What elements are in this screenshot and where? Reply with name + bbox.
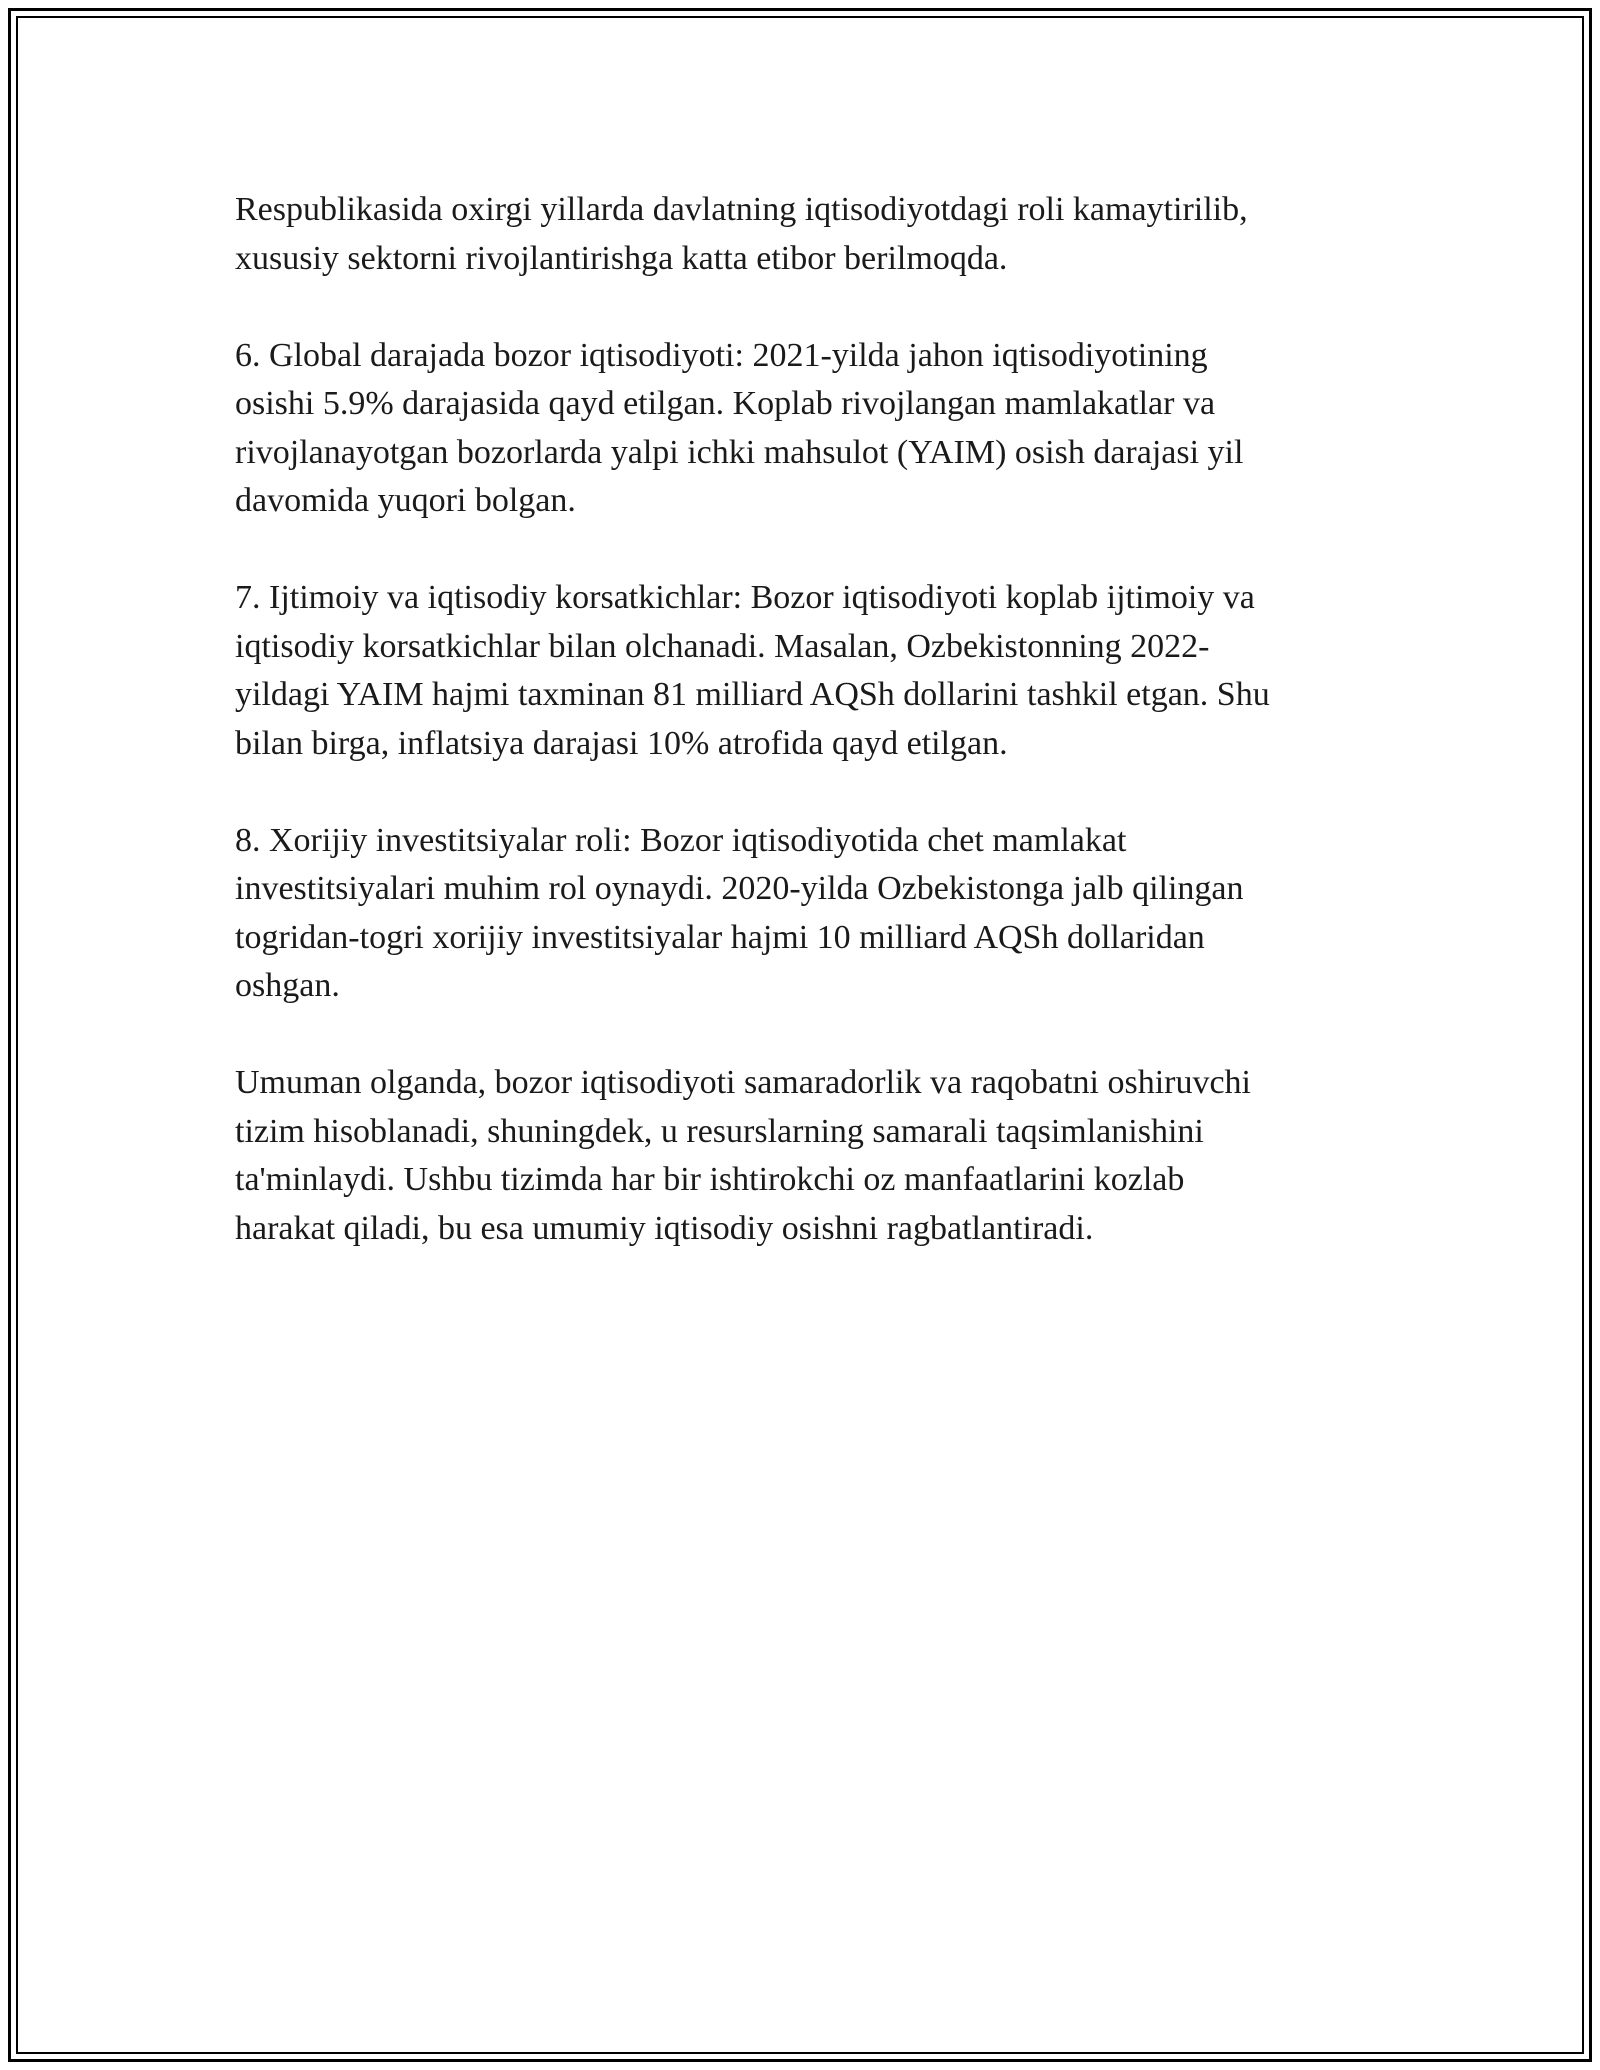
paragraph-social-economic-indicators: 7. Ijtimoiy va iqtisodiy korsatkichlar: Bozor iqtisodiyoti koplab ijtimoiy va iqtisodiy korsatkichlar bilan olchanadi. Masalan, Ozbekistonning 2022- yildagi YAIM hajmi taxminan 81 milliard AQSh dollarini tashkil etgan. Shu bilan birga, inflatsiya darajasi 10% atrofida qayd etilgan. bbox=[235, 579, 1270, 762]
paragraph-global-market-economy: 6. Global darajada bozor iqtisodiyoti: 2021-yilda jahon iqtisodiyotining osishi 5.9% darajasida qayd etilgan. Koplab rivojlangan mamlakatlar va rivojlanayotgan bozorlarda yalpi ichki mahsulot (YAIM) osish darajasi yil davomida yuqori bolgan. bbox=[235, 336, 1244, 519]
paragraph-intro-continuation: Respublikasida oxirgi yillarda davlatning iqtisodiyotdagi roli kamaytirilib, xususiy sektorni rivojlantirishga katta etibor berilmoqda. bbox=[235, 191, 1248, 277]
paragraph-foreign-investment: 8. Xorijiy investitsiyalar roli: Bozor iqtisodiyotida chet mamlakat investitsiyalari muhim rol oynaydi. 2020-yilda Ozbekistonga jalb qilingan togridan-togri xorijiy investitsiyalar hajmi 10 milliard AQSh dollaridan oshgan. bbox=[235, 821, 1244, 1004]
document-body bbox=[235, 186, 1395, 1302]
paragraph-conclusion: Umuman olganda, bozor iqtisodiyoti samaradorlik va raqobatni oshiruvchi tizim hisoblanadi, shuningdek, u resurslarning samarali taqsimlanishini ta'minlaydi. Ushbu tizimda har bir ishtirokchi oz manfaatlarini kozlab harakat qiladi, bu esa umumiy iqtisodiy osishni ragbatlantiradi. bbox=[235, 1064, 1251, 1247]
